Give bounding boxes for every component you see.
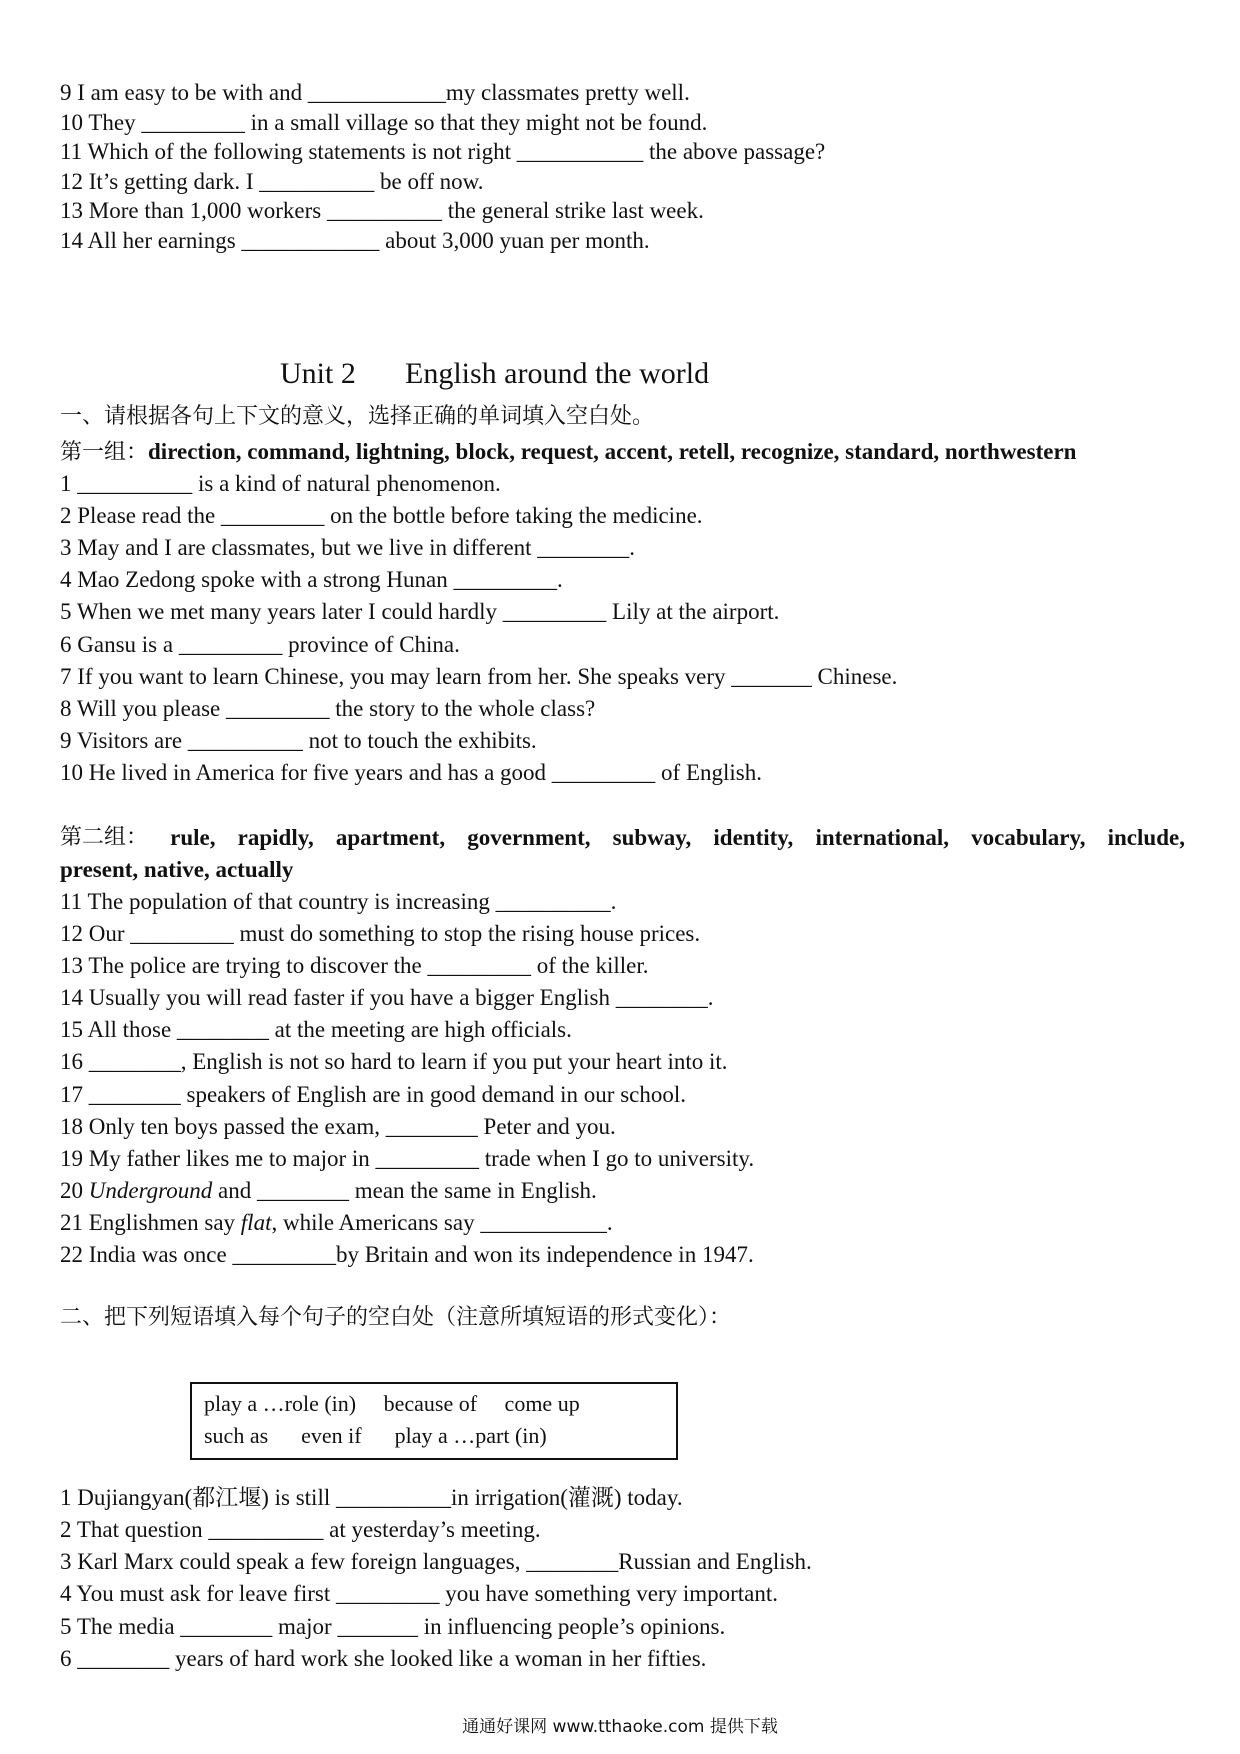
exercise-item: 1 Dujiangyan(都江堰) is still __________in irrigation(灌溉) today. [60, 1485, 683, 1510]
unit-name: English around the world [405, 357, 710, 390]
exercise-item: 2 Please read the _________ on the bottle before taking the medicine. [60, 503, 703, 528]
item-text: and ________ mean the same in English. [212, 1178, 597, 1203]
item-text: , while Americans say ___________. [271, 1210, 613, 1235]
exercise-item: 4 You must ask for leave first _________ you have something very important. [60, 1581, 779, 1606]
word: subway, [612, 825, 692, 850]
item-italic-word: flat [240, 1210, 272, 1235]
exercise-item: 13 The police are trying to discover the _________ of the killer. [60, 953, 649, 978]
exercise-item: 10 They _________ in a small village so that they might not be found. [60, 110, 708, 135]
exercise-item: 1 __________ is a kind of natural phenomenon. [60, 471, 501, 496]
item-italic-word: Underground [88, 1178, 213, 1203]
exercise-item: 15 All those ________ at the meeting are high officials. [60, 1017, 572, 1042]
exercise-item: 6 Gansu is a _________ province of China. [60, 632, 460, 657]
word: vocabulary, [971, 825, 1086, 850]
exercise-item: 5 When we met many years later I could hardly _________ Lily at the airport. [60, 599, 780, 624]
item-text: 20 [60, 1178, 89, 1203]
exercise-item: 7 If you want to learn Chinese, you may learn from her. She speaks very _______ Chinese. [60, 664, 898, 689]
exercise-item: 17 ________ speakers of English are in good demand in our school. [60, 1082, 686, 1107]
exercise-item: 3 May and I are classmates, but we live in different ________. [60, 535, 636, 560]
exercise-item: 3 Karl Marx could speak a few foreign languages, ________Russian and English. [60, 1549, 812, 1574]
phrase-box [190, 1382, 678, 1460]
word-list-continued: present, native, actually [60, 857, 294, 882]
exercise-item: 11 Which of the following statements is not right ___________ the above passage? [60, 139, 826, 164]
exercise-item: 6 ________ years of hard work she looked like a woman in her fifties. [60, 1646, 707, 1671]
section-heading: 一、请根据各句上下文的意义，选择正确的单词填入空白处。 [60, 404, 655, 429]
group-label: 第二组： [60, 825, 149, 850]
exercise-item: 18 Only ten boys passed the exam, ________ Peter and you. [60, 1114, 616, 1139]
exercise-item: 10 He lived in America for five years and has a good _________ of English. [60, 760, 762, 785]
exercise-item: 11 The population of that country is increasing __________. [60, 889, 617, 914]
word-bank-group2 [60, 823, 1185, 853]
exercise-item: 13 More than 1,000 workers __________ the general strike last week. [60, 198, 704, 223]
exercise-item: 19 My father likes me to major in _________ trade when I go to university. [60, 1146, 755, 1171]
exercise-item: 12 It’s getting dark. I __________ be off now. [60, 169, 484, 194]
exercise-item [60, 1208, 613, 1238]
exercise-item: 16 ________, English is not so hard to learn if you put your heart into it. [60, 1049, 728, 1074]
exercise-item: 2 That question __________ at yesterday’s meeting. [60, 1517, 541, 1542]
exercise-item: 22 India was once _________by Britain and won its independence in 1947. [60, 1242, 754, 1267]
exercise-item: 5 The media ________ major _______ in influencing people’s opinions. [60, 1614, 726, 1639]
exercise-item: 14 All her earnings ____________ about 3,000 yuan per month. [60, 228, 650, 253]
exercise-item: 9 I am easy to be with and ____________my classmates pretty well. [60, 80, 690, 105]
group-label: 第一组： [60, 440, 149, 465]
word-bank-group1 [60, 437, 1076, 468]
word: international, [815, 825, 949, 850]
exercise-item: 14 Usually you will read faster if you have a bigger English ________. [60, 985, 714, 1010]
word: government, [467, 825, 591, 850]
exercise-item [60, 1176, 597, 1206]
word: apartment, [335, 825, 446, 850]
page-footer: 通通好课网 www.tthaoke.com 提供下载 [462, 1717, 778, 1737]
word: rule, [170, 825, 216, 850]
exercise-item: 12 Our _________ must do something to stop the rising house prices. [60, 921, 701, 946]
unit-number: Unit 2 [280, 357, 356, 390]
word: include, [1107, 825, 1185, 850]
word: identity, [713, 825, 794, 850]
exercise-item: 9 Visitors are __________ not to touch the exhibits. [60, 728, 537, 753]
section-heading: 二、把下列短语填入每个句子的空白处（注意所填短语的形式变化）： [60, 1305, 732, 1330]
phrase-row: such as even if play a …part (in) [204, 1423, 547, 1448]
word: rapidly, [237, 825, 314, 850]
item-text: 21 Englishmen say [60, 1210, 241, 1235]
exercise-item: 4 Mao Zedong spoke with a strong Hunan _________. [60, 567, 563, 592]
phrase-row: play a …role (in) because of come up [204, 1391, 580, 1416]
word-list: direction, command, lightning, block, request, accent, retell, recognize, standard, northwestern [148, 439, 1077, 464]
unit-title [280, 354, 709, 394]
exercise-item: 8 Will you please _________ the story to the whole class? [60, 696, 596, 721]
